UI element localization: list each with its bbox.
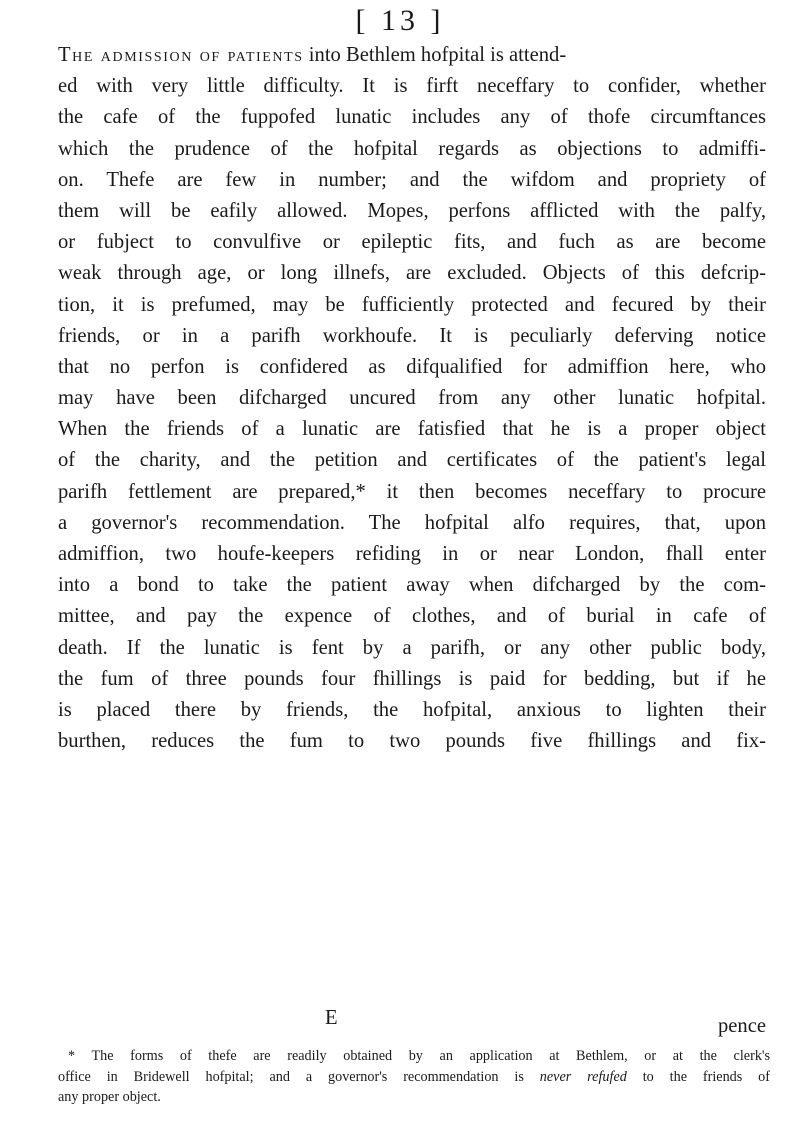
text-line: ed with very little difficulty. It is firft neceffary to confider, whether [58,75,766,98]
text-line: death. If the lunatic is fent by a parifh, or any other public body, [58,636,766,659]
text-line: may have been difcharged uncured from any other lunatic hofpital. [58,387,766,410]
footnote [58,1046,770,1108]
text-line: them will be eafily allowed. Mopes, perfons afflicted with the palfy, [58,199,766,222]
text-line: friends, or in a parifh workhoufe. It is peculiarly deferving notice [58,324,766,347]
text-line: mittee, and pay the expence of clothes, and of burial in cafe of [58,605,766,628]
page-number: [ 13 ] [355,4,445,37]
opening-smallcaps: The admission of patients [58,44,304,66]
text-line: of the charity, and the petition and certificates of the patient's legal [58,449,766,472]
opening-line [58,40,766,71]
footnote-line: * The forms of thefe are readily obtained by an application at Bethlem, or at the clerk's [68,1048,770,1064]
footnote-emphasis: never refufed [539,1068,627,1085]
text-line: which the prudence of the hofpital regards as objections to admiffi- [58,137,766,160]
footnote-text: to the friends of [626,1068,770,1085]
text-line: the cafe of the fuppofed lunatic includes any of thofe circumftances [58,106,766,129]
page-foot [58,1007,766,1043]
footnote-text: office in Bridewell hofpital; and a governor's recommendation is [58,1068,540,1085]
text-line: that no perfon is confidered as difqualified for admiffion here, who [58,355,766,378]
text-line: on. Thefe are few in number; and the wifdom and propriety of [58,168,766,191]
text-line: weak through age, or long illnefs, are excluded. Objects of this defcrip- [58,262,766,285]
text-line: the fum of three pounds four fhillings is paid for bedding, but if he [58,667,766,690]
footnote-line: any proper object. [58,1089,161,1105]
text-line: or fubject to convulfive or epileptic fits, and fuch as are become [58,231,766,254]
body-text [58,40,766,757]
opening-rest: into Bethlem hofpital is attend- [303,44,567,66]
text-line: tion, it is prefumed, may be fufficiently protected and fecured by their [58,293,766,316]
catchword: pence [717,1015,766,1037]
text-line: burthen, reduces the fum to two pounds five fhillings and fix- [58,730,766,753]
text-line: parifh fettlement are prepared,* it then becomes neceffary to procure [58,480,766,503]
text-line: is placed there by friends, the hofpital, anxious to lighten their [58,698,766,721]
text-line: into a bond to take the patient away when difcharged by the com- [58,574,766,597]
text-line: a governor's recommendation. The hofpital alfo requires, that, upon [58,511,766,534]
footnote-line [58,1067,770,1088]
signature-mark: E [325,1007,338,1029]
text-line: admiffion, two houfe-keepers refiding in or near London, fhall enter [58,543,766,565]
text-line: When the friends of a lunatic are fatisfied that he is a proper object [58,418,766,441]
